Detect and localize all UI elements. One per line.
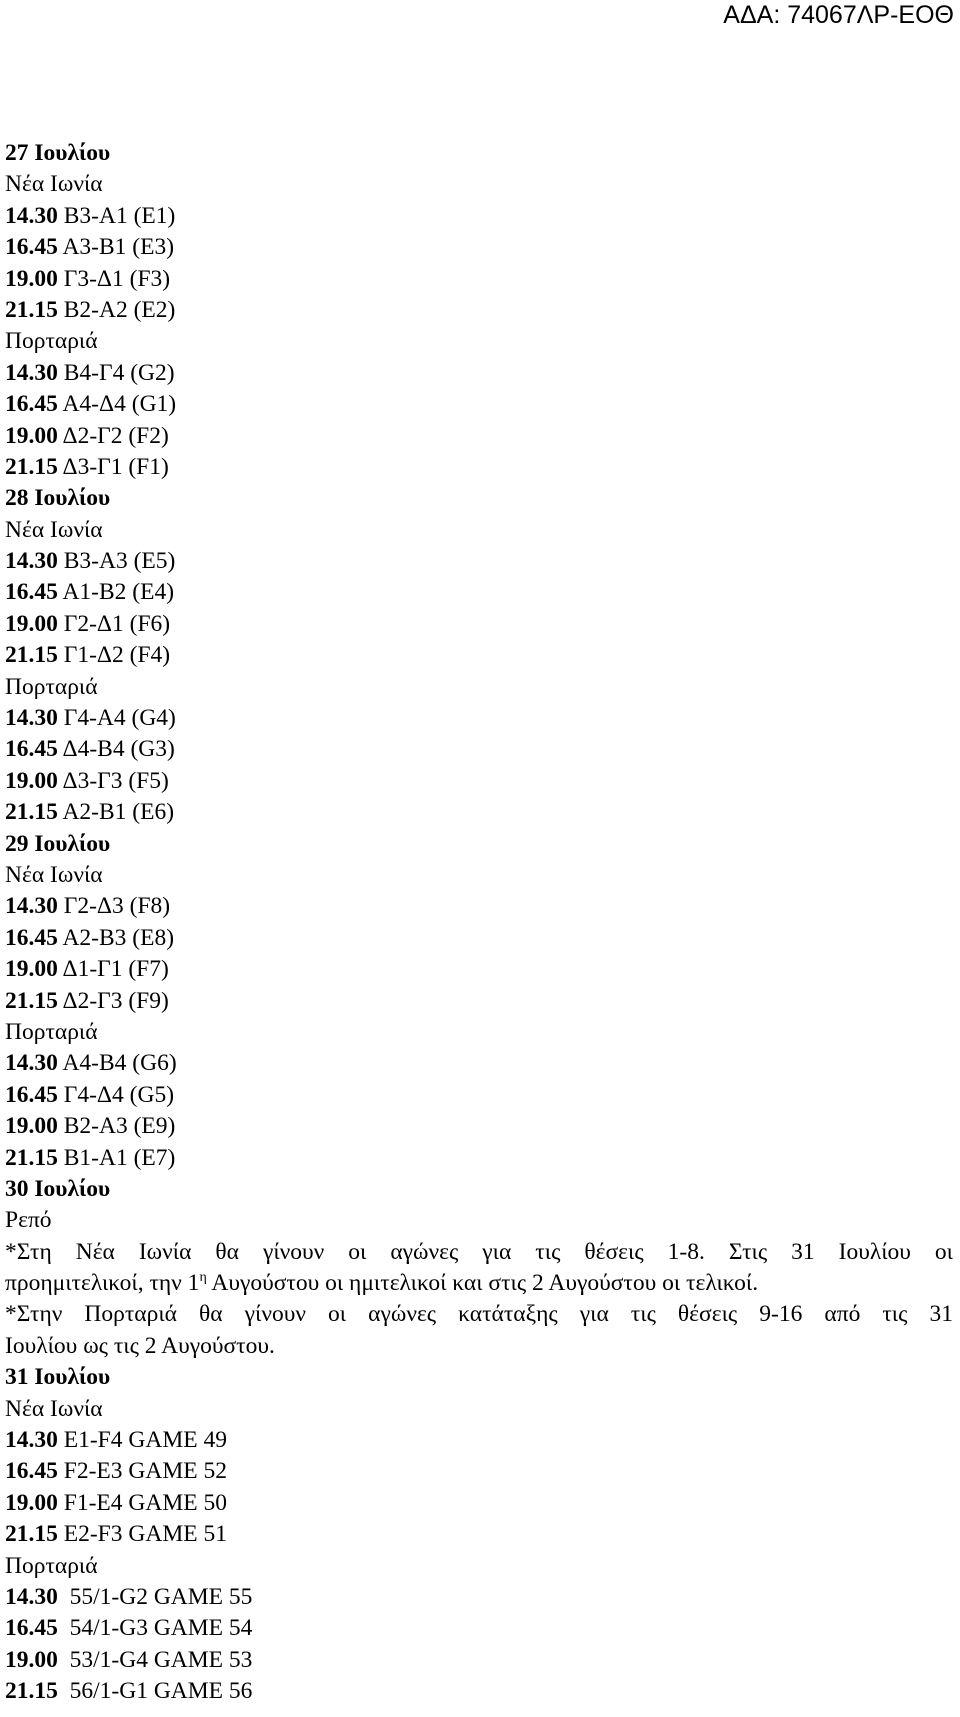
game-teams: Β2-Α2 (Ε2)	[57, 296, 176, 323]
venue-name: Νέα Ιωνία	[5, 171, 103, 198]
game-line	[5, 1425, 953, 1456]
venue-name: Πορταριά	[5, 328, 98, 355]
note-line: *Στην Πορταριά θα γίνουν οι αγώνες κατάταξης για τις θέσεις 9-16 από τις 31	[5, 1301, 953, 1328]
game-time: 19.00	[5, 1646, 58, 1673]
game-teams: Β4-Γ4 (G2)	[57, 359, 175, 386]
game-time: 19.00	[5, 1113, 58, 1140]
game-time: 14.30	[5, 705, 58, 732]
game-teams: Α3-Β1 (Ε3)	[57, 234, 175, 261]
game-line	[5, 232, 953, 263]
venue-name: Πορταριά	[5, 1018, 98, 1045]
venue-name: Νέα Ιωνία	[5, 516, 103, 543]
game-time: 21.15	[5, 799, 58, 826]
schedule-document	[5, 138, 953, 1708]
game-line	[5, 201, 953, 232]
game-teams: Δ2-Γ3 (F9)	[57, 987, 169, 1014]
game-teams: 56/1-G1 GAME 56	[57, 1678, 253, 1705]
game-line	[5, 546, 953, 577]
game-teams: 54/1-G3 GAME 54	[57, 1615, 253, 1642]
game-time: 16.45	[5, 391, 58, 418]
game-teams: Γ3-Δ1 (F3)	[57, 265, 171, 292]
game-time: 21.15	[5, 642, 58, 669]
game-teams: Δ1-Γ1 (F7)	[57, 956, 169, 983]
game-time: 16.45	[5, 234, 58, 261]
venue-name: Νέα Ιωνία	[5, 1395, 103, 1422]
venue-name: Πορταριά	[5, 1552, 98, 1579]
game-line	[5, 1048, 953, 1079]
game-teams: F2-E3 GAME 52	[57, 1458, 227, 1485]
game-line	[5, 797, 953, 828]
game-teams: Γ4-Δ4 (G5)	[57, 1081, 175, 1108]
game-line	[5, 1645, 953, 1676]
game-time: 14.30	[5, 1050, 58, 1077]
game-line	[5, 1519, 953, 1550]
game-time: 21.15	[5, 1521, 58, 1548]
game-line	[5, 986, 953, 1017]
game-time: 16.45	[5, 736, 58, 763]
game-line	[5, 923, 953, 954]
game-time: 14.30	[5, 202, 58, 229]
game-line	[5, 1143, 953, 1174]
date-heading: 28 Ιουλίου	[5, 485, 111, 512]
game-line	[5, 1582, 953, 1613]
game-time: 19.00	[5, 1489, 58, 1516]
game-time: 14.30	[5, 1427, 58, 1454]
game-time: 19.00	[5, 265, 58, 292]
note-line: Ιουλίου ως τις 2 Αυγούστου.	[5, 1332, 275, 1359]
game-line	[5, 389, 953, 420]
game-teams: E1-F4 GAME 49	[57, 1427, 227, 1454]
date-heading: 30 Ιουλίου	[5, 1175, 111, 1202]
game-time: 16.45	[5, 924, 58, 951]
game-teams: Α2-Β3 (Ε8)	[57, 924, 175, 951]
game-line	[5, 264, 953, 295]
game-time: 16.45	[5, 1081, 58, 1108]
game-time: 19.00	[5, 767, 58, 794]
ada-code: ΑΔΑ: 74067ΛΡ-ΕΟΘ	[723, 1, 954, 29]
game-line	[5, 577, 953, 608]
date-heading: 31 Ιουλίου	[5, 1364, 111, 1391]
game-teams: Γ4-Α4 (G4)	[57, 705, 176, 732]
game-teams: Γ1-Δ2 (F4)	[57, 642, 171, 669]
game-teams: E2-F3 GAME 51	[57, 1521, 227, 1548]
game-line	[5, 1613, 953, 1644]
game-teams: 53/1-G4 GAME 53	[57, 1646, 253, 1673]
game-time: 21.15	[5, 453, 58, 480]
game-teams: Β1-Α1 (Ε7)	[57, 1144, 176, 1171]
venue-name: Νέα Ιωνία	[5, 861, 103, 888]
game-time: 19.00	[5, 610, 58, 637]
game-line	[5, 358, 953, 389]
game-teams: Α4-Δ4 (G1)	[57, 391, 177, 418]
game-time: 16.45	[5, 1615, 58, 1642]
game-time: 21.15	[5, 1678, 58, 1705]
game-time: 19.00	[5, 956, 58, 983]
game-teams: 55/1-G2 GAME 55	[57, 1583, 253, 1610]
date-heading: 29 Ιουλίου	[5, 830, 111, 857]
game-line	[5, 421, 953, 452]
game-line	[5, 734, 953, 765]
game-line	[5, 1456, 953, 1487]
venue-name: Πορταριά	[5, 673, 98, 700]
game-line	[5, 954, 953, 985]
game-time: 14.30	[5, 893, 58, 920]
game-teams: Δ3-Γ1 (F1)	[57, 453, 169, 480]
game-line	[5, 891, 953, 922]
game-teams: Δ4-Β4 (G3)	[57, 736, 175, 763]
game-line	[5, 452, 953, 483]
game-line	[5, 609, 953, 640]
game-line	[5, 703, 953, 734]
game-line	[5, 295, 953, 326]
game-line	[5, 766, 953, 797]
game-time: 19.00	[5, 422, 58, 449]
game-time: 21.15	[5, 296, 58, 323]
game-teams: F1-E4 GAME 50	[57, 1489, 227, 1516]
game-teams: Β3-Α3 (Ε5)	[57, 548, 176, 575]
note-line: προημιτελικοί, την $1^\eta$ Αυγούστου οι ημιτελικοί και στις 2 Αυγούστου οι τελικοί.	[5, 1270, 759, 1297]
game-teams: Α1-Β2 (Ε4)	[57, 579, 175, 606]
game-teams: Α4-Β4 (G6)	[57, 1050, 177, 1077]
game-line	[5, 1080, 953, 1111]
game-line	[5, 1488, 953, 1519]
game-teams: Δ2-Γ2 (F2)	[57, 422, 169, 449]
game-line	[5, 640, 953, 671]
game-teams: Β2-Α3 (Ε9)	[57, 1113, 176, 1140]
game-time: 14.30	[5, 1583, 58, 1610]
game-time: 16.45	[5, 579, 58, 606]
game-time: 16.45	[5, 1458, 58, 1485]
game-teams: Α2-Β1 (Ε6)	[57, 799, 175, 826]
note-line: *Στη Νέα Ιωνία θα γίνουν οι αγώνες για τις θέσεις 1-8. Στις 31 Ιουλίου οι	[5, 1238, 953, 1265]
game-time: 21.15	[5, 987, 58, 1014]
game-time: 14.30	[5, 359, 58, 386]
game-line	[5, 1676, 953, 1707]
game-teams: Γ2-Δ3 (F8)	[57, 893, 171, 920]
rest-day-label: Ρεπό	[5, 1207, 52, 1234]
game-time: 14.30	[5, 548, 58, 575]
date-heading: 27 Ιουλίου	[5, 140, 111, 166]
game-teams: Γ2-Δ1 (F6)	[57, 610, 171, 637]
game-teams: Δ3-Γ3 (F5)	[57, 767, 169, 794]
game-teams: Β3-Α1 (Ε1)	[57, 202, 176, 229]
game-line	[5, 1111, 953, 1142]
game-time: 21.15	[5, 1144, 58, 1171]
